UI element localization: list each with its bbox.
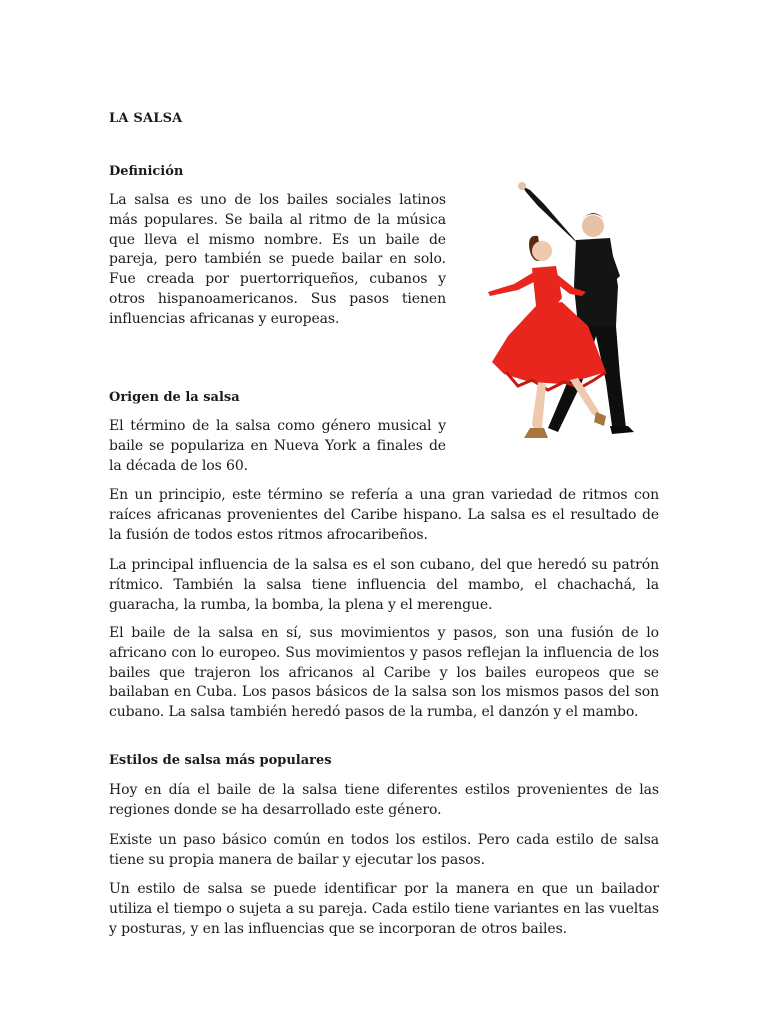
- heading-estilos: Estilos de salsa más populares: [109, 753, 332, 768]
- heading-origen: Origen de la salsa: [109, 390, 240, 405]
- paragraph-origen-2: En un principio, este término se refería a una gran variedad de ritmos con raíces africanas provenientes del Caribe hispano. La salsa es el resultado de la fusión de todos estos ritmos afrocaribeños.: [109, 487, 659, 543]
- paragraph-estilos-3: Un estilo de salsa se puede identificar por la manera en que un bailador utiliza el tiempo o sujeta a su pareja. Cada estilo tiene variantes en las vueltas y posturas, y en las influencias que se incorporan de otros bailes.: [109, 881, 659, 937]
- salsa-couple-image: [478, 176, 648, 446]
- document-title: LA SALSA: [109, 111, 183, 126]
- paragraph-origen-1: El término de la salsa como género musical y baile se populariza en Nueva York a finales de la década de los 60.: [109, 418, 446, 474]
- heading-definicion: Definición: [109, 164, 184, 179]
- paragraph-definicion: La salsa es uno de los bailes sociales latinos más populares. Se baila al ritmo de la música que lleva el mismo nombre. Es un baile de pareja, pero también se puede bailar en solo. Fue creada por puertorriqueños, cubanos y otros hispanoamericanos. Sus pasos tienen influencias africanas y europeas.: [109, 192, 446, 327]
- paragraph-origen-3: La principal influencia de la salsa es el son cubano, del que heredó su patrón rítmico. También la salsa tiene influencia del mambo, el chachachá, la guaracha, la rumba, la bomba, la plena y el merengue.: [109, 557, 659, 613]
- paragraph-estilos-2: Existe un paso básico común en todos los estilos. Pero cada estilo de salsa tiene su propia manera de bailar y ejecutar los pasos.: [109, 832, 659, 868]
- paragraph-origen-4: El baile de la salsa en sí, sus movimientos y pasos, son una fusión de lo africano con lo europeo. Sus movimientos y pasos reflejan la influencia de los bailes que trajeron los africanos al Caribe y los bailes europeos que se bailaban en Cuba. Los pasos básicos de la salsa son los mismos pasos del son cubano. La salsa también heredó pasos de la rumba, el danzón y el mambo.: [109, 625, 659, 721]
- paragraph-estilos-1: Hoy en día el baile de la salsa tiene diferentes estilos provenientes de las regiones donde se ha desarrollado este género.: [109, 782, 659, 818]
